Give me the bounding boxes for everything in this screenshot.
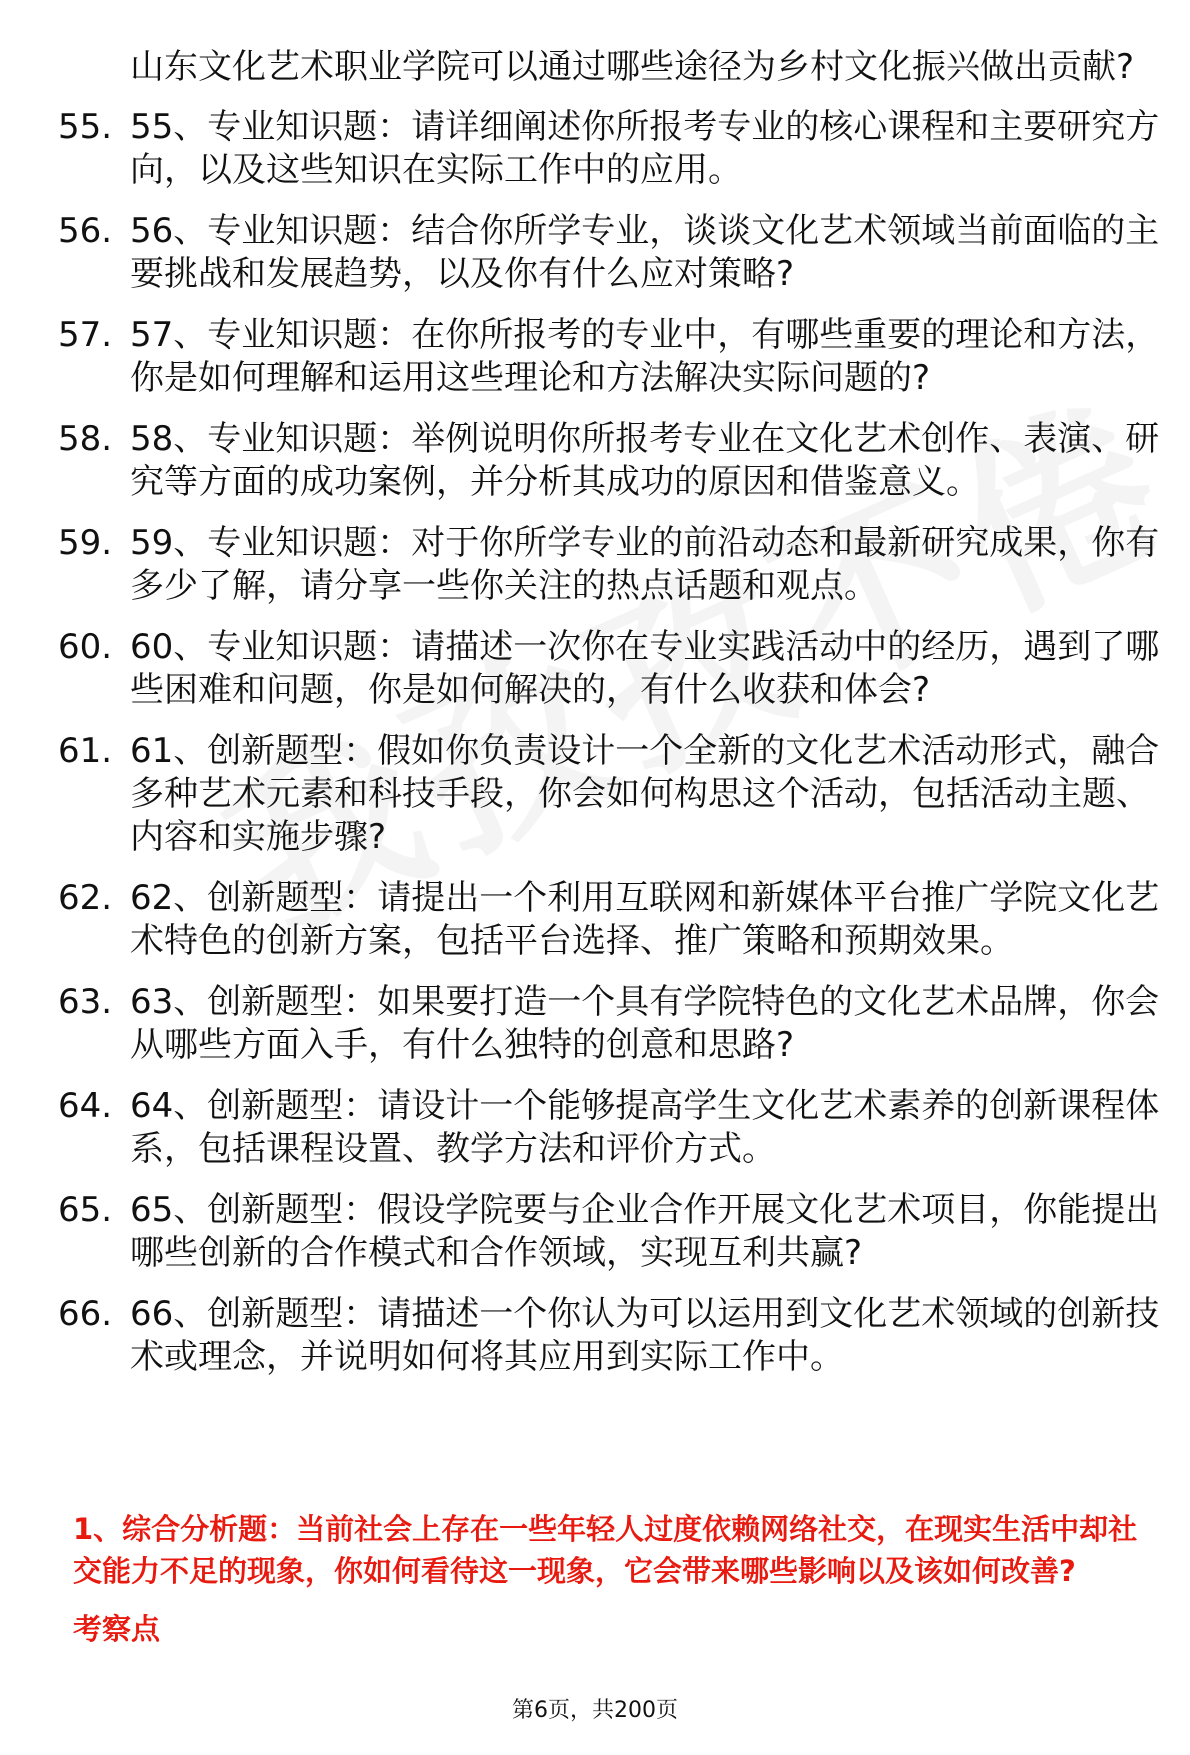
list-item-text: 62、创新题型：请提出一个利用互联网和新媒体平台推广学院文化艺术特色的创新方案，包括平台选择、推广策略和预期效果。 bbox=[130, 878, 1160, 961]
list-item-number: 62. bbox=[58, 878, 113, 918]
list-item bbox=[0, 314, 1190, 400]
list-item-number: 56. bbox=[58, 211, 113, 251]
list-item bbox=[0, 1085, 1190, 1171]
question-list bbox=[0, 46, 1190, 1397]
list-item-number: 61. bbox=[58, 731, 113, 771]
list-item-text: 66、创新题型：请描述一个你认为可以运用到文化艺术领域的创新技术或理念，并说明如何将其应用到实际工作中。 bbox=[130, 1294, 1160, 1377]
list-item bbox=[0, 106, 1190, 192]
list-item-number: 59. bbox=[58, 523, 113, 563]
list-item-text: 56、专业知识题：结合你所学专业，谈谈文化艺术领域当前面临的主要挑战和发展趋势，以及你有什么应对策略? bbox=[130, 211, 1160, 294]
list-item-number: 58. bbox=[58, 419, 113, 459]
list-item-text: 61、创新题型：假如你负责设计一个全新的文化艺术活动形式，融合多种艺术元素和科技手段，你会如何构思这个活动，包括活动主题、内容和实施步骤? bbox=[130, 731, 1160, 857]
list-item-number: 60. bbox=[58, 627, 113, 667]
list-item-text: 65、创新题型：假设学院要与企业合作开展文化艺术项目，你能提出哪些创新的合作模式和合作领域，实现互利共赢? bbox=[130, 1190, 1160, 1273]
list-item bbox=[0, 418, 1190, 504]
list-item-text: 59、专业知识题：对于你所学专业的前沿动态和最新研究成果，你有多少了解，请分享一些你关注的热点话题和观点。 bbox=[130, 523, 1160, 606]
list-item-number: 66. bbox=[58, 1294, 113, 1334]
list-item-text: 60、专业知识题：请描述一次你在专业实践活动中的经历，遇到了哪些困难和问题，你是如何解决的，有什么收获和体会? bbox=[130, 627, 1160, 710]
highlight-question: 1、综合分析题：当前社会上存在一些年轻人过度依赖网络社交，在现实生活中却社交能力不足的现象，你如何看待这一现象，它会带来哪些影响以及该如何改善? bbox=[73, 1512, 1138, 1588]
list-item bbox=[0, 626, 1190, 712]
list-item bbox=[0, 981, 1190, 1067]
list-item bbox=[0, 522, 1190, 608]
list-item bbox=[0, 1189, 1190, 1275]
list-item-number: 64. bbox=[58, 1086, 113, 1126]
list-item bbox=[0, 1293, 1190, 1379]
list-item-text: 63、创新题型：如果要打造一个具有学院特色的文化艺术品牌，你会从哪些方面入手，有什么独特的创意和思路? bbox=[130, 982, 1160, 1065]
list-item-text: 55、专业知识题：请详细阐述你所报考专业的核心课程和主要研究方向，以及这些知识在实际工作中的应用。 bbox=[130, 107, 1160, 190]
list-item-text: 58、专业知识题：举例说明你所报考专业在文化艺术创作、表演、研究等方面的成功案例，并分析其成功的原因和借鉴意义。 bbox=[130, 419, 1160, 502]
list-item-text: 64、创新题型：请设计一个能够提高学生文化艺术素养的创新课程体系，包括课程设置、教学方法和评价方式。 bbox=[130, 1086, 1160, 1169]
list-item bbox=[0, 877, 1190, 963]
list-item-text: 57、专业知识题：在你所报考的专业中，有哪些重要的理论和方法，你是如何理解和运用这些理论和方法解决实际问题的? bbox=[130, 315, 1160, 398]
list-item-number: 63. bbox=[58, 982, 113, 1022]
list-item-number: 57. bbox=[58, 315, 113, 355]
page-footer: 第6页，共200页 bbox=[512, 1698, 678, 1723]
list-item bbox=[0, 46, 1190, 89]
list-item-number: 55. bbox=[58, 107, 113, 147]
section-heading: 考察点 bbox=[73, 1612, 161, 1646]
list-item bbox=[0, 730, 1190, 859]
list-item-text: 山东文化艺术职业学院可以通过哪些途径为乡村文化振兴做出贡献? bbox=[130, 47, 1135, 87]
list-item bbox=[0, 210, 1190, 296]
list-item-number: 65. bbox=[58, 1190, 113, 1230]
